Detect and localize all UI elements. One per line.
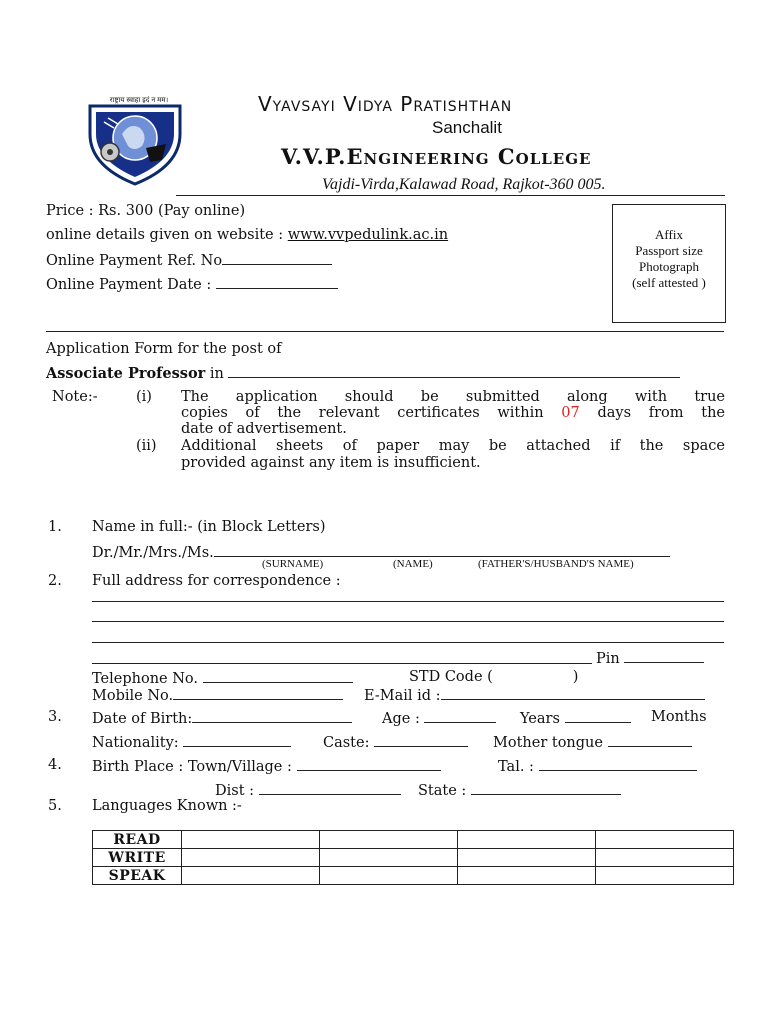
years-line <box>520 709 631 727</box>
mother-tongue-line <box>493 733 692 751</box>
header-divider <box>176 195 725 196</box>
sanchalit-label: Sanchalit <box>432 118 502 137</box>
pin-field[interactable] <box>624 649 704 663</box>
q5-number: 5. <box>48 798 62 814</box>
q2-number: 2. <box>48 573 62 589</box>
photo-affix-text: Affix <box>655 227 683 242</box>
payment-ref-label: Online Payment Ref. No <box>46 253 223 269</box>
note-ii-num: (ii) <box>136 438 157 454</box>
q4-number: 4. <box>48 757 62 773</box>
mobile-line <box>92 686 343 704</box>
write-cell-2[interactable] <box>320 849 458 867</box>
birth-place-line <box>92 757 441 775</box>
write-label: WRITE <box>93 849 182 867</box>
q2-label: Full address for correspondence : <box>92 573 341 589</box>
q3-number: 3. <box>48 709 62 725</box>
photo-size-text: Passport size <box>635 243 703 258</box>
email-line <box>364 686 705 704</box>
college-logo <box>80 94 190 186</box>
note-i-line2-post: days from the <box>579 405 725 421</box>
website-link[interactable]: www.vvpedulink.ac.in <box>287 227 449 243</box>
note-i-line1: The application should be submitted along with true <box>181 389 725 405</box>
note-i-num: (i) <box>136 389 152 405</box>
mobile-field[interactable] <box>173 686 343 700</box>
payment-date-field[interactable] <box>216 275 338 289</box>
department-field[interactable] <box>228 364 680 378</box>
post-intro: Application Form for the post of <box>46 341 282 357</box>
caste-line <box>323 733 468 751</box>
dob-label: Date of Birth: <box>92 711 193 727</box>
address-line-4[interactable] <box>92 663 592 664</box>
price-line: Price : Rs. 300 (Pay online) <box>46 203 246 219</box>
taluka-field[interactable] <box>539 757 697 771</box>
note-i-line3: date of advertisement. <box>181 421 347 437</box>
note-i-line2 <box>181 405 725 421</box>
payment-ref-line <box>46 251 332 269</box>
languages-label: Languages Known :- <box>92 798 242 814</box>
photo-photograph-text: Photograph <box>639 259 699 274</box>
note-i-line2-pre: copies of the relevant certificates within <box>181 405 562 421</box>
tal-label: Tal. : <box>498 759 534 775</box>
online-details-line <box>46 227 448 243</box>
speak-cell-2[interactable] <box>320 867 458 885</box>
note-ii-line1: Additional sheets of paper may be attached if the space <box>181 438 725 454</box>
state-line <box>418 781 621 799</box>
table-row <box>93 867 734 885</box>
write-cell-3[interactable] <box>458 849 596 867</box>
telephone-label: Telephone No. <box>92 671 198 687</box>
nationality-field[interactable] <box>183 733 291 747</box>
table-row <box>93 849 734 867</box>
photo-attested-text: (self attested ) <box>632 275 706 290</box>
speak-cell-1[interactable] <box>182 867 320 885</box>
nationality-label: Nationality: <box>92 735 179 751</box>
age-months-field[interactable] <box>565 709 631 723</box>
college-address: Vajdi-Virda,Kalawad Road, Rajkot-360 005. <box>322 176 606 193</box>
mother-tongue-label: Mother tongue <box>493 735 603 751</box>
district-field[interactable] <box>259 781 401 795</box>
note-days-value: 07 <box>561 405 580 421</box>
dist-line <box>215 781 401 799</box>
crest-icon <box>80 94 190 186</box>
caste-field[interactable] <box>374 733 468 747</box>
read-label: READ <box>93 831 182 849</box>
post-line <box>46 364 680 382</box>
speak-cell-4[interactable] <box>596 867 734 885</box>
email-label: E-Mail id : <box>364 688 441 704</box>
note-label: Note:- <box>52 389 98 405</box>
speak-cell-3[interactable] <box>458 867 596 885</box>
mobile-label: Mobile No. <box>92 688 174 704</box>
note-ii-line2: provided against any item is insufficient. <box>181 455 481 471</box>
years-label: Years <box>520 711 560 727</box>
college-name: V.V.P.Engineering College <box>281 144 592 169</box>
read-cell-1[interactable] <box>182 831 320 849</box>
table-row <box>93 831 734 849</box>
payment-date-label: Online Payment Date : <box>46 277 216 293</box>
write-cell-1[interactable] <box>182 849 320 867</box>
q1-number: 1. <box>48 519 62 535</box>
telephone-field[interactable] <box>203 669 353 683</box>
photo-box[interactable] <box>612 204 726 323</box>
std-close: ) <box>572 669 579 685</box>
online-details-label: online details given on website : <box>46 227 288 243</box>
full-name-field[interactable] <box>214 543 670 557</box>
read-cell-2[interactable] <box>320 831 458 849</box>
pin-label: Pin <box>596 651 620 667</box>
name-prefix: Dr./Mr./Mrs./Ms. <box>92 545 214 561</box>
birth-place-label: Birth Place : Town/Village : <box>92 759 292 775</box>
age-years-field[interactable] <box>424 709 496 723</box>
address-line-3[interactable] <box>92 642 724 643</box>
age-line <box>382 709 496 727</box>
father-caption: (FATHER'S/HUSBAND'S NAME) <box>478 558 634 570</box>
caste-label: Caste: <box>323 735 370 751</box>
age-label: Age : <box>382 711 420 727</box>
state-label: State : <box>418 783 467 799</box>
dob-line <box>92 709 352 727</box>
mother-tongue-field[interactable] <box>608 733 692 747</box>
address-line-2[interactable] <box>92 621 724 622</box>
dob-field[interactable] <box>192 709 352 723</box>
write-cell-4[interactable] <box>596 849 734 867</box>
section-divider <box>46 331 724 332</box>
languages-table <box>92 830 734 885</box>
payment-date-line <box>46 275 338 293</box>
tal-line <box>498 757 697 775</box>
post-in-label: in <box>205 366 229 382</box>
surname-caption: (SURNAME) <box>262 558 324 570</box>
logo-motto: राष्ट्राय स्वाहा इदं न मम। <box>109 97 169 104</box>
payment-ref-field[interactable] <box>222 251 332 265</box>
dist-label: Dist : <box>215 783 255 799</box>
months-label: Months <box>651 709 707 725</box>
std-line <box>409 669 578 685</box>
q1-label: Name in full:- (in Block Letters) <box>92 519 326 535</box>
std-label: STD Code ( <box>409 669 493 685</box>
birth-place-field[interactable] <box>297 757 441 771</box>
state-field[interactable] <box>471 781 621 795</box>
read-cell-3[interactable] <box>458 831 596 849</box>
address-line-1[interactable] <box>92 601 724 602</box>
name-caption: (NAME) <box>393 558 433 570</box>
speak-label: SPEAK <box>93 867 182 885</box>
post-position: Associate Professor <box>46 365 206 382</box>
nationality-line <box>92 733 291 751</box>
trust-name: Vyavsayi Vidya Pratishthan <box>258 92 513 116</box>
telephone-line <box>92 669 353 687</box>
email-field[interactable] <box>441 686 705 700</box>
pin-line <box>596 649 704 667</box>
read-cell-4[interactable] <box>596 831 734 849</box>
